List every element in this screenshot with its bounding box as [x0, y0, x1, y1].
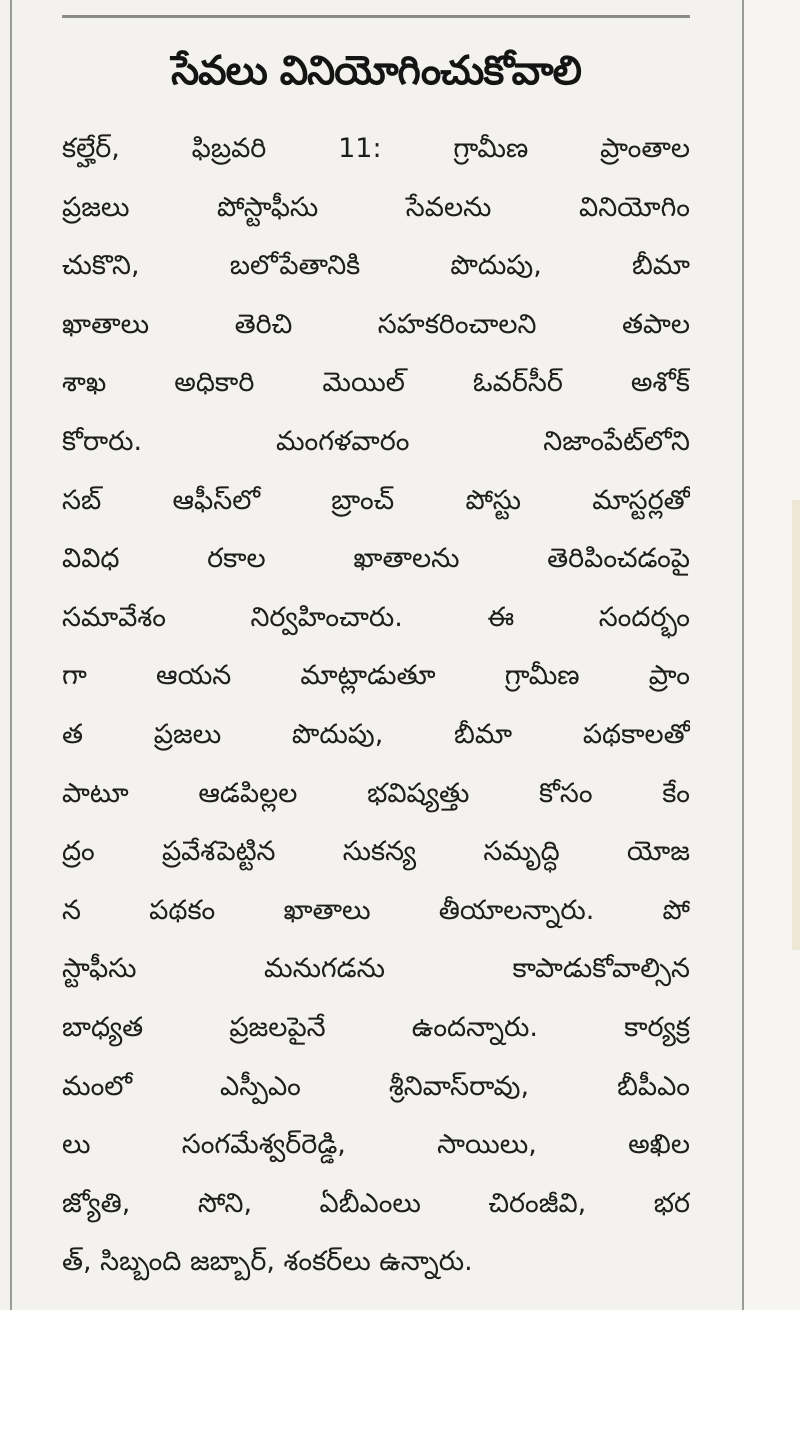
article-body	[62, 120, 690, 1292]
body-line: కల్హేర్, ఫిబ్రవరి 11: గ్రామీణ ప్రాంతాల	[62, 133, 690, 164]
body-line: శాఖ అధికారి మెయిల్ ఓవర్‌సీర్ అశోక్	[62, 367, 690, 399]
body-line: ఖాతాలు తెరిచి సహకరించాలని తపాల	[62, 308, 690, 340]
body-line: వివిధ రకాల ఖాతాలను తెరిపించడంపై	[62, 543, 690, 575]
adjacent-column-edge	[792, 500, 800, 950]
body-line: స్టాఫీసు మనుగడను కాపాడుకోవాల్సిన	[62, 953, 690, 985]
body-line: చుకొని, బలోపేతానికి పొదుపు, బీమా	[62, 250, 690, 282]
body-line: త ప్రజలు పొదుపు, బీమా పథకాలతో	[62, 718, 690, 750]
body-line: ద్రం ప్రవేశపెట్టిన సుకన్య సమృద్ధి యోజ	[62, 836, 690, 868]
body-line: త్, సిబ్బంది జబ్బార్, శంకర్‌లు ఉన్నారు.	[62, 1246, 473, 1278]
body-line: బాధ్యత ప్రజలపైనే ఉందన్నారు. కార్యక్ర	[62, 1011, 690, 1043]
article-headline: సేవలు వినియోగించుకోవాలి	[171, 48, 581, 94]
body-line: ప్రజలు పోస్టాఫీసు సేవలను వినియోగిం	[62, 191, 690, 223]
body-line: కోరారు. మంగళవారం నిజాంపేట్‌లోని	[62, 425, 690, 457]
body-line: సబ్ ఆఫీస్‌లో బ్రాంచ్ పోస్టు మాస్టర్లతో	[62, 484, 690, 516]
body-line: సమావేశం నిర్వహించారు. ఈ సందర్భం	[62, 601, 690, 633]
top-divider-rule	[62, 15, 690, 18]
body-line: జ్యోతి, సోని, ఏబీఎంలు చిరంజీవి, భర	[62, 1187, 690, 1219]
body-line: న పథకం ఖాతాలు తీయాలన్నారు. పో	[62, 894, 690, 926]
left-column-rule	[10, 0, 12, 1310]
body-line: గా ఆయన మాట్లాడుతూ గ్రామీణ ప్రాం	[62, 660, 690, 692]
right-column-rule	[742, 0, 744, 1310]
news-article	[62, 28, 690, 1292]
body-line: లు సంగమేశ్వర్‌రెడ్డి, సాయిలు, అఖిల	[62, 1129, 690, 1161]
body-line: పాటూ ఆడపిల్లల భవిష్యత్తు కోసం కేం	[62, 777, 690, 809]
body-line: మంలో ఎస్పీఎం శ్రీనివాస్‌రావు, బీపీఎం	[62, 1070, 690, 1102]
